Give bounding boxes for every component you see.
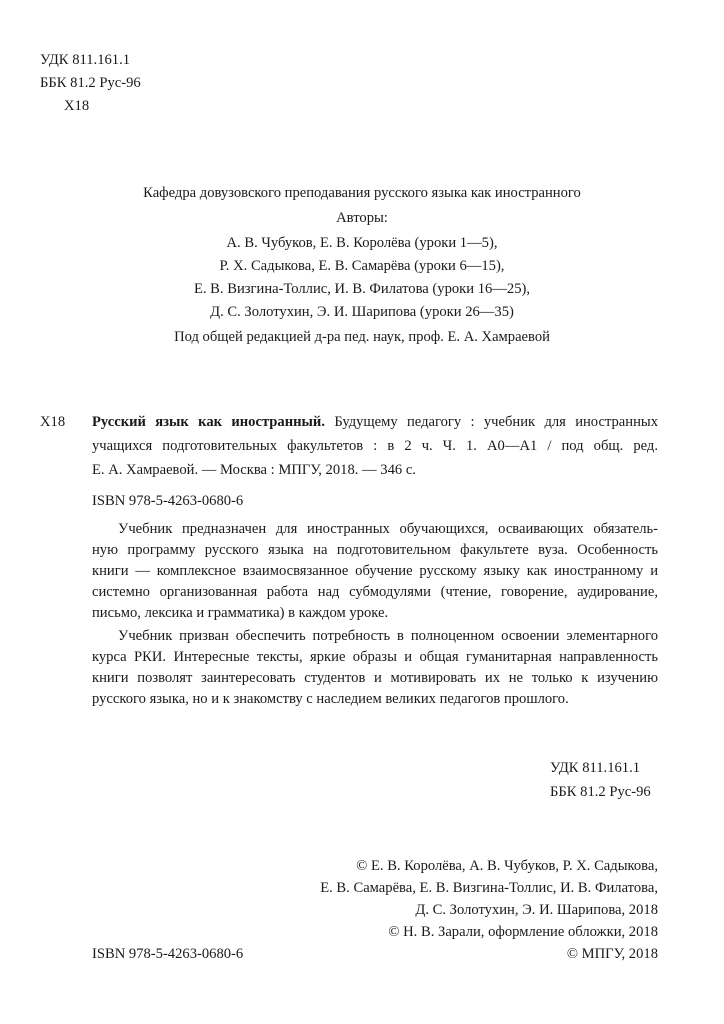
entry-line-1 [92, 414, 658, 431]
annotation-line: курса РКИ. Интересные тексты, яркие образы и общая гуманитарная направленность [92, 649, 658, 665]
annotation-line: книги позволят заинтересовать студентов и мотивировать их не только к изучению [92, 670, 658, 686]
annotation-line: книги — комплексное взаимосвязанное обучение русскому языку как иностранному и [92, 563, 658, 579]
author-line: Р. Х. Садыкова, Е. В. Самарёва (уроки 6—15), [219, 258, 505, 274]
author-line: А. В. Чубуков, Е. В. Королёва (уроки 1—5), [226, 235, 498, 251]
copyright-line: © Н. В. Зарали, оформление обложки, 2018 [388, 924, 658, 940]
entry-line-2: учащихся подготовительных факультетов : в 2 ч. Ч. 1. А0—А1 / под общ. ред. [92, 438, 658, 454]
entry-author-mark: Х18 [40, 414, 66, 430]
author-line: Е. В. Визгина-Толлис, И. В. Филатова (уроки 16—25), [193, 281, 531, 297]
copyright-line: Д. С. Золотухин, Э. И. Шарипова, 2018 [415, 902, 658, 918]
isbn-bottom: ISBN 978-5-4263-0680-6 [92, 946, 244, 962]
udk-code-top: УДК 811.161.1 [40, 52, 131, 68]
isbn-top: ISBN 978-5-4263-0680-6 [92, 493, 244, 509]
annotation-line: письмо, лексика и грамматика) в каждом уроке. [92, 605, 389, 621]
entry-title: Русский язык как иностранный. [92, 414, 325, 430]
bbk-code-bottom: ББК 81.2 Рус-96 [550, 784, 651, 800]
annotation-line: ную программу русского языка на подготовительном факультете вуза. Особенность [92, 542, 658, 558]
editor-line: Под общей редакцией д-ра пед. наук, проф. Е. А. Хамраевой [174, 329, 550, 345]
copyright-line: Е. В. Самарёва, Е. В. Визгина-Толлис, И. В. Филатова, [320, 880, 658, 896]
annotation-line: Учебник призван обеспечить потребность в полноценном освоении элементарного [118, 628, 658, 644]
entry-line-1-rest: Будущему педагогу : учебник для иностранных [334, 414, 659, 430]
annotation-line: русского языка, но и к знакомству с наследием великих педагогов прошлого. [92, 691, 569, 707]
department: Кафедра довузовского преподавания русского языка как иностранного [143, 185, 581, 201]
annotation-line: Учебник предназначен для иностранных обучающихся, осваивающих обязатель- [118, 521, 658, 537]
copyright-line: © МПГУ, 2018 [566, 946, 658, 962]
bbk-code-top: ББК 81.2 Рус-96 [40, 75, 141, 91]
entry-line-3: Е. А. Хамраевой. — Москва : МПГУ, 2018. — 346 с. [92, 462, 416, 478]
annotation-line: системно организованная работа над субмодулями (чтение, говорение, аудирование, [92, 584, 658, 600]
udk-code-bottom: УДК 811.161.1 [550, 760, 641, 776]
authors-heading: Авторы: [336, 210, 388, 226]
copyright-line: © Е. В. Королёва, А. В. Чубуков, Р. Х. Садыкова, [356, 858, 658, 874]
author-mark-top: Х18 [64, 98, 90, 114]
author-line: Д. С. Золотухин, Э. И. Шарипова (уроки 26—35) [210, 304, 514, 320]
